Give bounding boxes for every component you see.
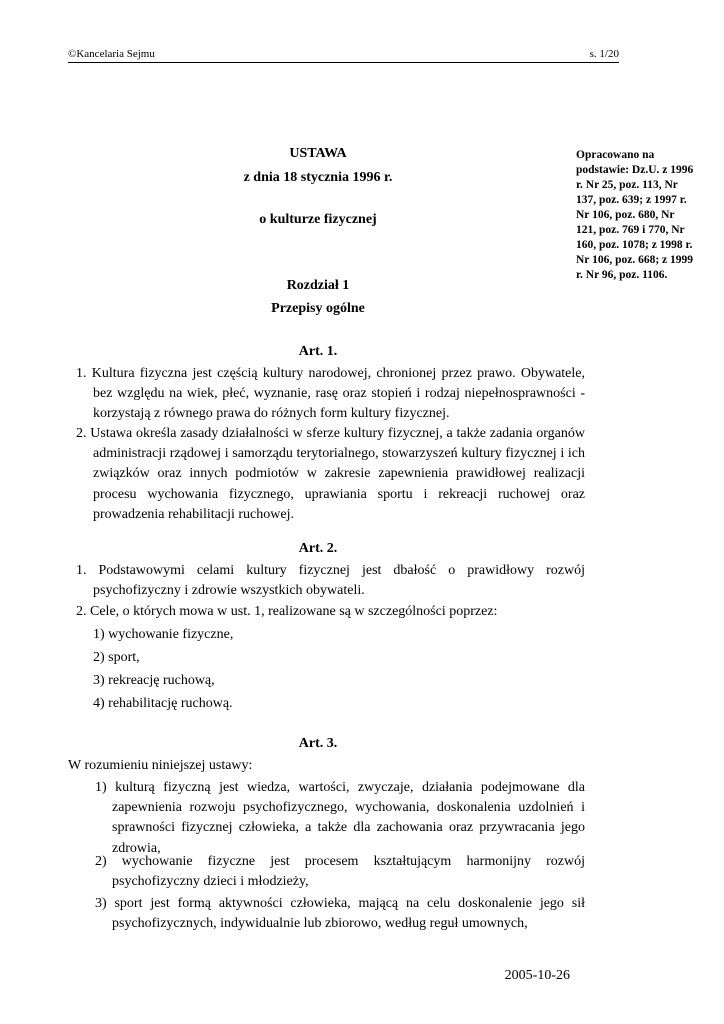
definition-item: 1) kulturą fizyczną jest wiedza, wartości, zwyczaje, działania podejmowane dla zapewnienia rozwoju psychofizycznego, wychowania, doskonalenia uzdolnień i sprawności fizycznej człowieka, a także dla zachowania oraz przywracania jego zdrowia, (95, 780, 585, 856)
chapter-number: Rozdział 1 (286, 278, 350, 293)
definition-item: 2) wychowanie fizyczne jest procesem kształtującym harmonijny rozwój psychofizyczny dzieci i młodzieży, (95, 854, 585, 890)
header-rule (68, 62, 619, 63)
chapter-title: Przepisy ogólne (271, 301, 365, 316)
art3-heading: Art. 3. (298, 736, 338, 751)
footer-date: 2005-10-26 (504, 968, 570, 983)
art1-paragraph-1: 1. Kultura fizyczna jest częścią kultury narodowej, chronionej przez prawo. Obywatele, bez względu na wiek, płeć, wyznanie, rasę oraz stopień i rodzaj niepełnosprawności - korzystają z równego prawa do różnych form kultury fizycznej. (76, 366, 585, 422)
art2-paragraph-1: 1. Podstawowymi celami kultury fizycznej jest dbałość o prawidłowy rozwój psychofizyczny i zdrowie wszystkich obywateli. (76, 563, 585, 599)
art3-intro: W rozumieniu niniejszej ustawy: (68, 758, 253, 773)
list-item: 4) rehabilitację ruchową. (93, 696, 233, 711)
document-type: USTAWA (289, 146, 347, 161)
art1-paragraph-2: 2. Ustawa określa zasady działalności w sferze kultury fizycznej, a także zadania organów administracji rządowej i samorządu terytorialnego, stowarzyszeń kultury fizycznej i ich związków oraz innych podmiotów w zakresie zapewnienia prawidłowej realizacji procesu wychowania fizycznego, uprawiania sportu i rekreacji ruchowej oraz prowadzenia rehabilitacji ruchowej. (76, 426, 585, 522)
document-date: z dnia 18 stycznia 1996 r. (243, 170, 393, 185)
header-publisher: ©Kancelaria Sejmu (68, 48, 155, 60)
list-item: 1) wychowanie fizyczne, (93, 627, 234, 642)
art1-heading: Art. 1. (298, 344, 338, 359)
source-note: Opracowano na podstawie: Dz.U. z 1996 r. Nr 25, poz. 113, Nr 137, poz. 639; z 1997 r. Nr 106, poz. 680, Nr 121, poz. 769 i 770, Nr 160, poz. 1078; z 1998 r. Nr 106, poz. 668; z 1999 r. Nr 96, poz. 1106. (576, 149, 694, 281)
definition-item: 3) sport jest formą aktywności człowieka, mającą na celu doskonalenie jego sił psychofizycznych, indywidualnie lub zbiorowo, według reguł umownych, (95, 896, 585, 932)
art2-heading: Art. 2. (298, 541, 338, 556)
header-page-number: s. 1/20 (589, 48, 619, 60)
list-item: 2) sport, (93, 650, 140, 665)
document-title: o kulturze fizycznej (259, 212, 377, 227)
art2-paragraph-2: 2. Cele, o których mowa w ust. 1, realizowane są w szczególności poprzez: (76, 604, 498, 619)
list-item: 3) rekreację ruchową, (93, 673, 215, 688)
